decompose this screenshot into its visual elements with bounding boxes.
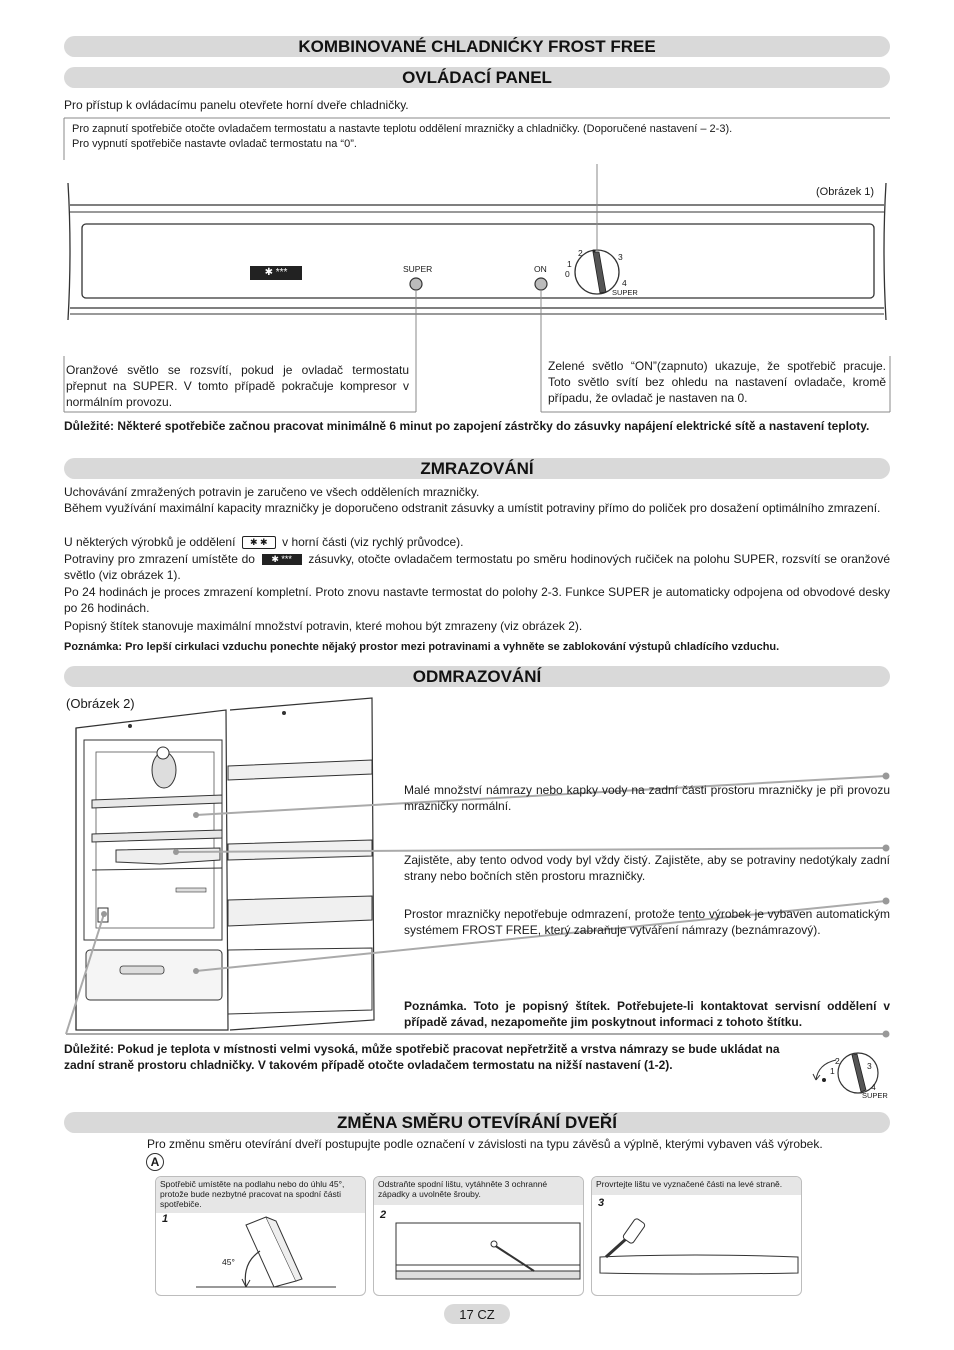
small-dial-4: 4 — [871, 1082, 876, 1092]
dial-4: 4 — [622, 278, 627, 288]
page-number: 17 CZ — [444, 1304, 510, 1324]
section-title-freezing: ZMRAZOVÁNÍ — [64, 458, 890, 479]
main-title: KOMBINOVANÉ CHLADNIĆKY FROST FREE — [64, 36, 890, 57]
step-2-box — [373, 1176, 584, 1296]
defrost-comment-4: Poznámka. Toto je popisný štítek. Potřebujete-li kontaktovat servisní oddělení v případě závad, nezapomeňte jim poskytnout informaci z tohoto štítku. — [404, 999, 890, 1029]
small-dial-1: 1 — [830, 1066, 835, 1076]
step-3-drawing — [592, 1177, 801, 1295]
door-intro: Pro změnu směru otevírání dveří postupujte podle označení v závislosti na typu závěsů a výplně, kterými vybaven váš výrobek. — [147, 1137, 823, 1151]
step-1-number: 1 — [162, 1213, 169, 1225]
panel-intro: Pro přístup k ovládacímu panelu otevřete horní dveře chladničky. — [64, 98, 409, 112]
small-dial-3: 3 — [867, 1061, 872, 1071]
step-1-text: Spotřebič umístěte na podlahu nebo do úhlu 45°, protože bude nezbytné pracovat na spodní části spotřebiče. — [160, 1179, 345, 1209]
step-1-drawing — [156, 1177, 365, 1295]
small-dial-2: 2 — [835, 1056, 840, 1066]
step-3-text: Provrtejte lištu ve vyznačené části na levé straně. — [596, 1179, 783, 1189]
defrost-comment-2: Zajistěte, aby tento odvod vody byl vždy čistý. Zajistěte, aby se potraviny nedotýkaly zadní strany nebo bočních stěn prostoru mrazničky. — [404, 853, 890, 883]
super-label: SUPER — [403, 264, 433, 274]
step-3-number: 3 — [598, 1197, 605, 1209]
panel-on-text: Pro zapnutí spotřebiče otočte ovladačem termostatu a nastavte teplotu oddělení mrazničky a chladničky. (Doporučené nastavení – 2-3). — [72, 123, 733, 135]
dial-0: 0 — [565, 269, 570, 279]
green-light-note: Zelené světlo “ON”(zapnuto) ukazuje, že spotřebič pracuje. Toto světlo svítí bez ohledu na nastavení ovladače, kromě případu, že ovladač je nastaven na 0. — [548, 359, 886, 405]
dial-3: 3 — [618, 252, 623, 262]
freezing-p3-end: v horní části (viz rychlý průvodce). — [282, 535, 464, 549]
step-1-box — [155, 1176, 366, 1296]
panel-off-text: Pro vypnutí spotřebiče nastavte ovladač termostatu na “0”. — [72, 138, 357, 150]
section-title-defrost: ODMRAZOVÁNÍ — [64, 666, 890, 687]
freezer-star-badge: ✱ *** — [250, 266, 302, 280]
section-title-panel: OVLÁDACÍ PANEL — [64, 67, 890, 88]
step-2-drawing — [374, 1177, 583, 1295]
step-2-number: 2 — [380, 1209, 387, 1221]
dial-super: SUPER — [612, 288, 638, 297]
panel-important: Důležité: Některé spotřebiče začnou pracovat minimálně 6 minut po zapojení zástrčky do zásuvky napájení elektrické sítě a nastavení teploty. — [64, 419, 870, 433]
freezing-p4-start: Potraviny pro zmrazení umístěte do — [64, 552, 255, 566]
small-dial-super: SUPER — [862, 1091, 888, 1100]
dial-2: 2 — [578, 248, 583, 258]
freezing-p3-start: U některých výrobků je oddělení — [64, 535, 236, 549]
freezing-p1: Uchovávání zmražených potravin je zaručeno ve všech odděleních mrazničky. — [64, 485, 480, 499]
on-label: ON — [534, 264, 547, 274]
dial-1: 1 — [567, 259, 572, 269]
defrost-comment-1: Malé množství námrazy nebo kapky vody na zadní části prostoru mrazničky je při provozu mrazničky normální. — [404, 783, 890, 813]
defrost-important: Důležité: Pokud je teplota v místnosti velmi vysoká, může spotřebič pracovat nepřetržitě a vrstva námrazy se bude ukládat na zadní straně prostoru chladničky. V takovém případě otočte ovladačem termostatu na nižší nastavení (1-2). — [64, 1042, 780, 1072]
freezing-p5: Po 24 hodinách je proces zmrazení kompletní. Proto znovu nastavte termostat do polohy 2-3. Funkce SUPER je automaticky odpojena od obvodové desky po 26 hodinách. — [64, 585, 890, 615]
step-3-box — [591, 1176, 802, 1296]
marker-a: A — [146, 1153, 164, 1171]
two-star-icon: ✱ ✱ — [242, 536, 276, 549]
section-title-door: ZMĚNA SMĚRU OTEVÍRÁNÍ DVEŘÍ — [64, 1112, 890, 1133]
step-2-text: Odstraňte spodní lištu, vytáhněte 3 ochranné západky a uvolněte šrouby. — [378, 1179, 548, 1199]
freezing-p2: Během využívání maximální kapacity mrazničky je doporučeno odstranit zásuvky a umístit potraviny přímo do poliček pro dosažení optimálního zmrazení. — [64, 501, 881, 515]
freezing-p6: Popisný štítek stanovuje maximální množství potravin, které mohou být zmrazeny (viz obrázek 2). — [64, 619, 583, 633]
freezing-p4-end: zásuvky, otočte ovladačem termostatu po směru hodinových ručiček na polohu SUPER, rozsvítí se oranžové světlo (viz obrázek 1). — [64, 552, 890, 582]
step-1-angle: 45° — [222, 1257, 235, 1267]
defrost-comment-3: Prostor mrazničky nepotřebuje odmrazení, protože tento výrobek je vybaven automatickým systémem FROST FREE, který zabraňuje vytváření námrazy (beznámrazový). — [404, 907, 890, 937]
four-star-icon: ✱ *** — [262, 554, 302, 565]
figure-1-label: (Obrázek 1) — [816, 186, 875, 198]
freezing-note: Poznámka: Pro lepší cirkulaci vzduchu ponechte nějaký prostor mezi potravinami a vyhněte se zablokování výstupů chladícího vzduchu. — [64, 641, 780, 653]
orange-light-note: Oranžové světlo se rozsvítí, pokud je ovladač termostatu přepnut na SUPER. V tomto případě pokračuje kompresor v normálním provozu. — [66, 363, 409, 409]
figure-2-label: (Obrázek 2) — [66, 696, 135, 711]
